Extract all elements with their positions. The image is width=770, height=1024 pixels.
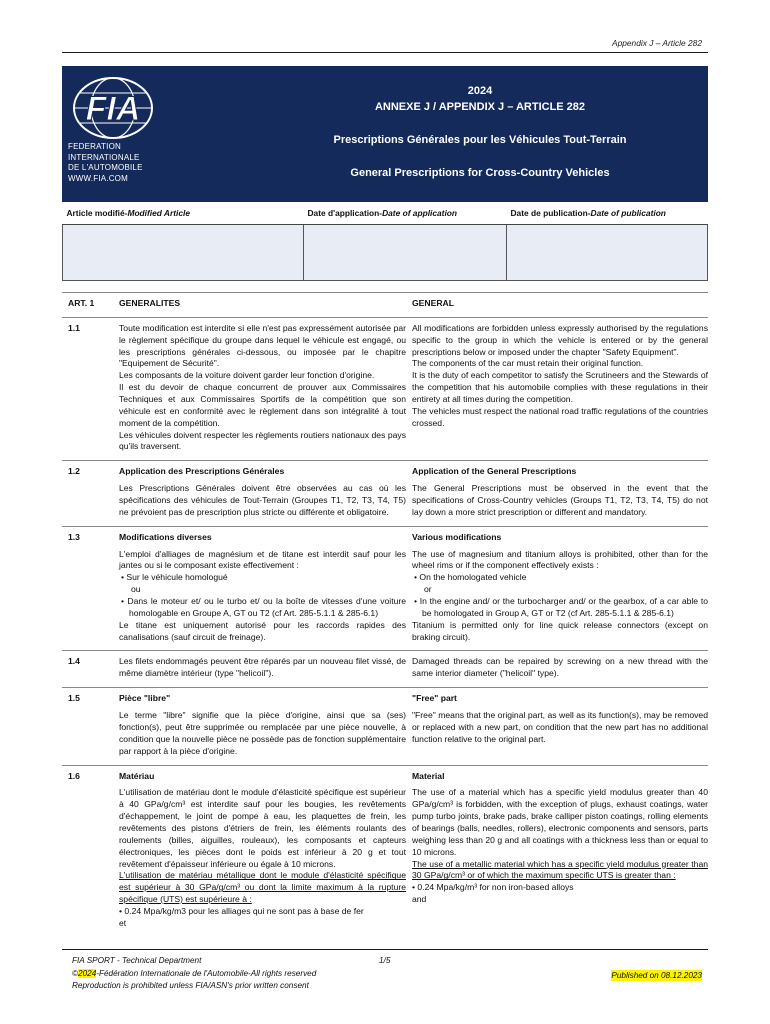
title-english: General Prescriptions for Cross-Country Vehicles (350, 167, 610, 179)
annex-title: ANNEXE J / APPENDIX J – ARTICLE 282 (374, 101, 586, 113)
section-title-en: Various modifications (412, 531, 502, 542)
list-item: • In the engine and/ or the turbocharger and/ or the gearbox, of a car able to be homologated in Group A, GT or T2 (cf Art. 285-5.1.1 & 285-6.1) (414, 596, 708, 618)
section-text-fr: Les filets endommagés peuvent être réparés par un nouveau filet vissé, de même diamètre intérieur (type "helicoil"). (119, 656, 406, 679)
fia-logo-text: FIA (85, 90, 141, 128)
title-french: Prescriptions Générales pour les Véhicules Tout-Terrain (333, 134, 627, 146)
section-title-fr: Application des Prescriptions Générales (119, 466, 285, 477)
section-1-4 (62, 650, 708, 687)
section-text-fr: L'utilisation de matériau dont le module d'élasticité spécifique est supérieur à 40 GPa/g/cm³ est interdite sauf pour les bougies, les revêtements d'échappement, le joint de pompe à eau, les plaquettes de frein, les revêtements des pistons d'étriers de frein, les éléments roulants des roulements (billes, aiguilles, rouleaux), les composants et capteurs électroniques, les pièces dont le poids est inférieur à 20 g et tout revêtement d'épaisseur inférieure ou égale à 10 microns. L'utilisation de matériau métallique dont le module d'élasticité spécifique est supérieur à 30 GPa/g/cm³ ou dont la limite maximum à la rupture spécifique (UTS) est supérieure à : • 0.24 Mpa/kg/m3 pour les alliages qui ne sont pas à base de fer et (119, 787, 406, 928)
section-text-en: The use of a material which has a specific yield modulus greater than 40 GPa/g/cm³ is forbidden, with the exception of plugs, exhaust coatings, water pump turbo joints, brake pads, brake calliper piston coatings, rolling elements of bearings (balls, needles, rollers), electronic components and sensors, parts weighing less than 20 g and all coatings with a thickness less than or equal to 10 microns. The use of a metallic material which has a specific yield modulus greater than 30 GPa/g/cm³ or of which the maximum specific UTS is greater than : • 0.24 Mpa/kg/m³ for non iron-based alloys and (412, 787, 708, 905)
footer-info (72, 955, 316, 993)
section-title-en: "Free" part (412, 693, 457, 704)
cell-date-publication[interactable] (507, 224, 708, 280)
cell-date-application[interactable] (304, 224, 507, 280)
section-1-5-body (62, 710, 708, 764)
section-1-3 (62, 526, 708, 549)
section-1-6 (62, 765, 708, 788)
section-number: 1.5 (68, 693, 80, 704)
footer-reproduction: Reproduction is prohibited unless FIA/ASN's prior written consent (72, 981, 309, 991)
section-number: ART. 1 (68, 298, 95, 308)
modification-table (62, 204, 708, 281)
list-item: • Dans le moteur et/ ou le turbo et/ ou la boîte de vitesses d'une voiture homologable en Groupe A, GT ou T2 (cf Art. 285-5.1.1 & 285-6.1) (121, 596, 406, 618)
section-text-fr: L'emploi d'alliages de magnésium et de titane est interdit sauf pour les jantes ou si le composant existe effectivement : • Sur le véhicule homologué ou • Dans le moteur et/ ou le turbo et/ ou la boîte de vitesses d'une voiture homologable en Groupe A, GT ou T2 (cf Art. 285-5.1.1 & 285-6.1) Le titane est uniquement autorisé pour les raccords rapides des canalisations (sauf circuit de freinage). (119, 548, 406, 642)
section-text-en: Damaged threads can be repaired by screwing on a new thread with the same interior diameter ("helicoil" type). (412, 656, 708, 679)
fia-logo (72, 76, 154, 144)
article-body (62, 292, 708, 937)
org-line: INTERNATIONALE (68, 152, 140, 162)
section-title-en: GENERAL (412, 298, 455, 308)
section-number: 1.6 (68, 770, 80, 781)
section-text-fr: Les Prescriptions Générales doivent être observées au cas où les spécifications des véhicules de Tout-Terrain (Groupes T1, T2, T3, T4, T5) ne prévoient pas de prescription plus stricte ou différente et obligatoire. (119, 483, 406, 517)
copyright-year: 2024 (78, 968, 97, 978)
section-text-en: The General Prescriptions must be observed in the event that the specifications of Cross-Country vehicles (Groups T1, T2, T3, T4, T5) do not lay down a more strict prescription or different and mandatory. (412, 483, 708, 517)
organisation-name (68, 142, 143, 184)
section-1-5 (62, 687, 708, 710)
org-line: FEDERATION (68, 142, 121, 151)
publication-date: Published on 08.12.2023 (611, 971, 702, 980)
section-1-6-body (62, 787, 708, 936)
section-art-1 (62, 292, 708, 317)
section-number: 1.4 (68, 656, 80, 667)
page-number: 1/5 (379, 956, 391, 965)
section-number: 1.2 (68, 466, 80, 477)
list-item: • 0.24 Mpa/kg/m³ for non iron-based alloys (412, 882, 574, 893)
title-banner (62, 66, 708, 202)
section-1-2-body (62, 483, 708, 526)
section-title-en: Application of the General Prescriptions (412, 466, 577, 477)
footer-rule (62, 949, 708, 950)
col-date-application: Date d'application-Date of application (304, 204, 507, 224)
list-item: • 0.24 Mpa/kg/m3 pour les alliages qui ne sont pas à base de fer (119, 905, 364, 916)
section-number: 1.1 (68, 322, 80, 333)
section-title-fr: Pièce "libre" (119, 693, 171, 704)
year: 2024 (467, 85, 493, 97)
section-text-fr: Toute modification est interdite si elle n'est pas expressément autorisée par le règlement spécifique du groupe dans lequel le véhicule est engagé, ou les prescriptions générales ci-dessous, ou imposée par le chapitre "Equipement de Sécurité". Les composants de la voiture doivent garder leur fonction d'origine. Il est du devoir de chaque concurrent de prouver aux Commissaires Techniques et aux Commissaires Sportifs de la compétition que son véhicule est en conformité avec le règlement dans son intégralité à tout moment de la compétition. Les véhicules doivent respecter les règlements routiers nationaux des pays qu'ils traversent. (119, 322, 406, 452)
section-1-2 (62, 460, 708, 483)
section-title-en: Material (412, 770, 445, 781)
section-title-fr: GENERALITES (119, 298, 181, 308)
org-line: DE L'AUTOMOBILE (68, 163, 143, 173)
section-text-en: All modifications are forbidden unless expressly authorised by the regulations specific to the group in which the vehicle is entered or by the general prescriptions below or imposed under the chapter "Safety Equipment". The components of the car must retain their original function. It is the duty of each competitor to satisfy the Scrutineers and the Stewards of the competition that his automobile complies with these regulations in their entirety at all times during the competition. The vehicles must respect the national road traffic regulations of the countries crossed. (412, 322, 708, 428)
section-text-en: The use of magnesium and titanium alloys is prohibited, other than for the wheel rims or if the component effectively exists : • On the homologated vehicle or • In the engine and/ or the turbocharger and/ or the gearbox, of a car able to be homologated in Group A, GT or T2 (cf Art. 285-5.1.1 & 285-6.1) Titanium is permitted only for line quick release connectors (except on braking circuit). (412, 548, 708, 642)
header-rule (62, 52, 708, 53)
section-1-1 (62, 317, 708, 460)
list-item: • On the homologated vehicle (414, 572, 527, 583)
footer-copyright: ©2024-Fédération Internationale de l'Automobile-All rights reserved (72, 968, 317, 978)
list-item: • Sur le véhicule homologué (121, 572, 228, 583)
section-title-fr: Modifications diverses (119, 531, 212, 542)
fia-globe-icon (72, 76, 154, 140)
col-modified-article: Article modifié-Modified Article (63, 204, 304, 224)
section-title-fr: Matériau (119, 770, 155, 781)
col-date-publication: Date de publication-Date of publication (507, 204, 708, 224)
section-text-en: "Free" means that the original part, as well as its function(s), may be removed or replaced with a new part, on condition that the new part has no additional function relative to the original part. (412, 710, 708, 744)
section-number: 1.3 (68, 531, 80, 542)
section-text-fr: Le terme "libre" signifie que la pièce d'origine, ainsi que sa (ses) fonction(s), peut être supprimée ou remplacée par une pièce nouvelle, à condition que la nouvelle pièce ne possède pas de fonction supplémentaire par rapport à la pièce d'origine. (119, 710, 406, 756)
section-1-3-body (62, 549, 708, 651)
org-website: WWW.FIA.COM (68, 173, 128, 183)
running-head: Appendix J – Article 282 (611, 38, 702, 48)
cell-modified-article[interactable] (63, 224, 304, 280)
footer-department: FIA SPORT - Technical Department (72, 956, 202, 965)
